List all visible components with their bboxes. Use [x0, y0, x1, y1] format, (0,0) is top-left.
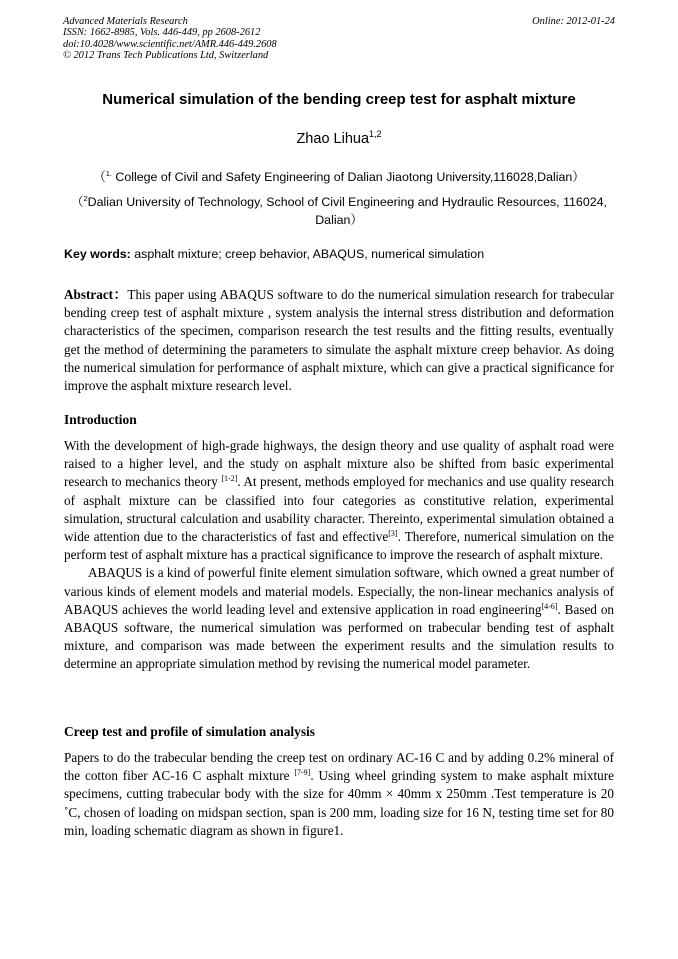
paragraph-text: Papers to do the trabecular bending the creep test on ordinary AC-16 C and by adding 0.2% mineral of the cotton fiber AC-16 C asphalt mixture — [64, 750, 614, 784]
keywords-text: asphalt mixture; creep behavior, ABAQUS, numerical simulation — [130, 247, 485, 261]
affiliation-mark: 1. — [105, 169, 112, 178]
paragraph — [64, 749, 614, 840]
keywords-label: Key words: — [64, 247, 131, 261]
affiliation-text: Dalian University of Technology, School of Civil Engineering and Hydraulic Resources, 116024, Dalian — [87, 195, 607, 227]
section-heading-creep-test: Creep test and profile of simulation analysis — [64, 724, 315, 739]
creep-section-body — [64, 749, 614, 840]
paper-title: Numerical simulation of the bending creep test for asphalt mixture — [102, 91, 576, 108]
journal-header — [63, 16, 615, 61]
affiliation-1 — [64, 165, 614, 186]
author-line — [40, 129, 638, 147]
affiliation-mark: 2 — [83, 194, 88, 203]
paragraph-text: . Using wheel grinding system to make asphalt mixture specimens, cutting trabecular body with the size for 40mm × 40mm x 250mm .Test temperature is 20 ˚C, chosen of loading on midspan section, span is 200 mm, loading size for 16 N, testing time set for 80 min, loading schematic diagram as shown in figure1. — [64, 768, 614, 838]
doi-line: doi:10.4028/www.scientific.net/AMR.446-449.2608 — [63, 38, 277, 50]
copyright-line: © 2012 Trans Tech Publications Ltd, Switzerland — [63, 49, 269, 61]
paragraph-text: . Based on ABAQUS software, the numerical simulation was performed on trabecular bending test of asphalt mixture, and comparison was made between the experiment results and the simulation results to determine an appropriate simulation method by revising the numerical model parameter. — [64, 601, 615, 672]
affiliation-close-paren: ） — [572, 170, 585, 184]
author-affiliation-mark: 1,2 — [369, 129, 382, 139]
journal-name: Advanced Materials Research — [63, 16, 188, 27]
issn-line: ISSN: 1662-8985, Vols. 446-449, pp 2608-2612 — [63, 27, 261, 39]
paragraph — [64, 564, 614, 673]
online-date: Online: 2012-01-24 — [532, 16, 615, 27]
affiliation-close-paren: ） — [350, 213, 363, 227]
citation-ref[interactable]: [1-2] — [221, 474, 238, 484]
author-name: Zhao Lihua — [296, 131, 370, 147]
affiliation-2 — [64, 190, 614, 229]
affiliation-open-paren: （ — [93, 170, 106, 184]
citation-ref[interactable]: [4-6] — [541, 601, 558, 611]
paragraph-text: ABAQUS is a kind of powerful finite element simulation software, which owned a great number of various kinds of element models and material models. Especially, the non-linear mechanics analysis of ABAQUS achieves the world leading level and extensive application in road engineering — [64, 565, 614, 617]
paragraph-text: With the development of high-grade highways, the design theory and use quality of asphalt road were raised to a higher level, and the study on asphalt mixture also be shifted from basic experimental research to mechanics theory — [64, 438, 614, 490]
paragraph-text: . At present, methods employed for mechanics and use quality research of asphalt mixture can be classified into four categories as constitutive relation, experimental simulation, structural calculation and usability character. Thereinto, experimental simulation obtained a wide attention due to the characteristics of fast and effective — [64, 474, 614, 545]
introduction-body — [64, 437, 614, 674]
keywords — [64, 247, 614, 261]
section-heading-introduction: Introduction — [64, 412, 137, 427]
citation-ref[interactable]: [3] — [388, 529, 398, 539]
affiliation-text: College of Civil and Safety Engineering of Dalian Jiaotong University,116028,Dalian — [111, 170, 573, 184]
paragraph — [64, 437, 614, 564]
citation-ref[interactable]: [7-9] — [294, 768, 311, 778]
affiliation-open-paren: （ — [71, 195, 84, 209]
abstract-label: Abstract： — [64, 287, 128, 302]
abstract — [64, 286, 614, 395]
abstract-text: This paper using ABAQUS software to do the numerical simulation research for trabecular bending creep test of asphalt mixture , system analysis the internal stress distribution and deformation characteristics of the specimen, comparison research the test results and the fitting results, eventually get the method of determining the parameters to simulate the asphalt mixture creep behavior. As doing the numerical simulation for performance of asphalt mixture, which can give a practical significance for improve the asphalt mixture research level. — [64, 287, 614, 394]
paragraph-text: . Therefore, numerical simulation on the perform test of asphalt mixture has a practical significance to improve the research of asphalt mixture. — [64, 529, 614, 563]
